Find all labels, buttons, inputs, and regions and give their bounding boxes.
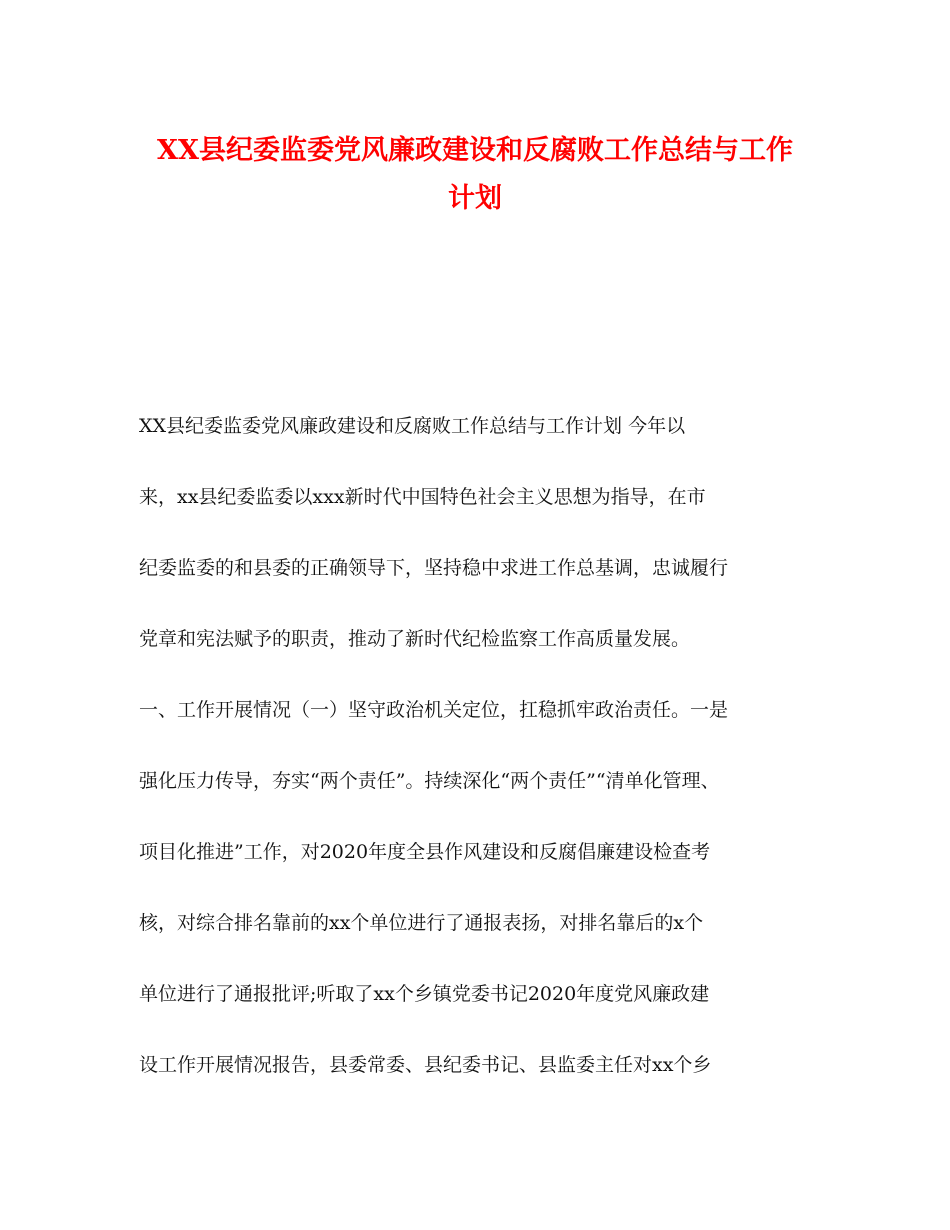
- body-line: 核，对综合排名靠前的xx个单位进行了通报表扬，对排名靠后的x个: [139, 912, 704, 934]
- body-line: 单位进行了通报批评;听取了xx个乡镇党委书记2020年度党风廉政建: [139, 983, 710, 1005]
- body-line: 项目化推进”工作，对2020年度全县作风建设和反腐倡廉建设检查考: [139, 841, 711, 863]
- document-body: [139, 405, 811, 1115]
- body-line: 设工作开展情况报告，县委常委、县纪委书记、县监委主任对xx个乡: [139, 1054, 712, 1076]
- body-line: 党章和宪法赋予的职责，推动了新时代纪检监察工作高质量发展。: [139, 628, 691, 650]
- body-line: 来，xx县纪委监委以xxx新时代中国特色社会主义思想为指导，在市: [139, 486, 706, 508]
- body-line: 强化压力传导，夯实“两个责任”。持续深化“两个责任”“清单化管理、: [139, 770, 720, 792]
- body-line: XX县纪委监委党风廉政建设和反腐败工作总结与工作计划 今年以: [139, 415, 686, 437]
- title-line-1: XX县纪委监委党风廉政建设和反腐败工作总结与工作: [157, 135, 793, 166]
- body-line: 一、工作开展情况（一）坚守政治机关定位，扛稳抓牢政治责任。一是: [139, 699, 729, 721]
- title-line-2: 计划: [448, 183, 502, 214]
- document-title: [100, 127, 850, 223]
- body-line: 纪委监委的和县委的正确领导下，坚持稳中求进工作总基调，忠诚履行: [139, 557, 729, 579]
